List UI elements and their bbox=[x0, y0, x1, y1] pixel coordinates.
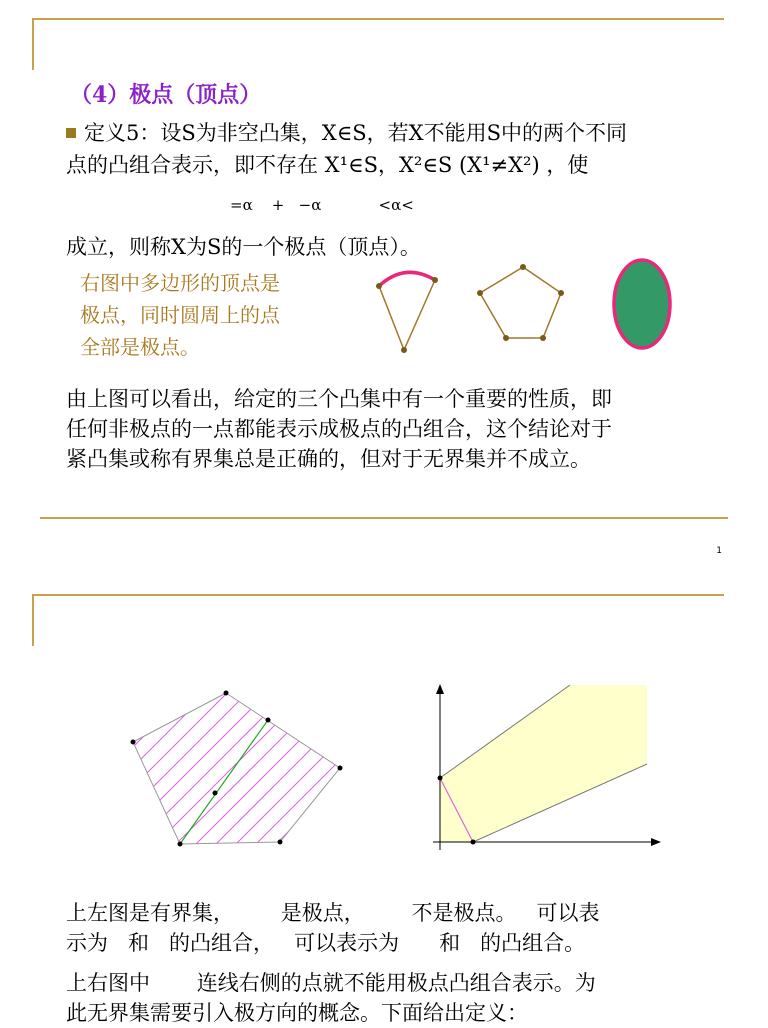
slide2-text-line-4: 此无界集需要引入极方向的概念。下面给出定义： bbox=[66, 1001, 528, 1025]
unbounded-set-figure bbox=[425, 680, 665, 860]
definition-line-1 bbox=[66, 118, 627, 148]
paragraph-line-2: 任何非极点的一点都能表示成极点的凸组合，这个结论对于 bbox=[66, 417, 612, 441]
bounded-set-figure bbox=[120, 680, 360, 860]
hatch-pattern bbox=[120, 680, 360, 860]
slide1-shapes bbox=[360, 250, 690, 370]
slide1-heading: （4）极点（顶点） bbox=[70, 82, 262, 108]
slide2-text-line-1: 上左图是有界集， 是极点， 不是极点。 可以表 bbox=[66, 901, 600, 925]
slide2-text-line-2: 示为 和 的凸组合， 可以表示为 和 的凸组合。 bbox=[66, 931, 586, 955]
definition-line-2: 点的凸组合表示，即不存在 X¹∈S，X²∈S (X¹≠X²) ，使 bbox=[66, 153, 589, 177]
slide1-top-rule bbox=[32, 18, 724, 20]
bullet-square-icon bbox=[66, 128, 76, 138]
pentagon-shape bbox=[477, 264, 564, 341]
note-line-2: 极点，同时圆周上的点 bbox=[80, 303, 280, 327]
note-line-3: 全部是极点。 bbox=[80, 335, 200, 359]
note-line-1: 右图中多边形的顶点是 bbox=[80, 271, 280, 295]
paragraph-line-1: 由上图可以看出，给定的三个凸集中有一个重要的性质，即 bbox=[66, 387, 612, 411]
convex-combination-formula: =α + −α <α< bbox=[230, 196, 414, 214]
paragraph-line-3: 紧凸集或称有界集总是正确的，但对于无界集并不成立。 bbox=[66, 447, 591, 471]
slide2-top-rule bbox=[32, 594, 724, 596]
slide2-left-rule bbox=[32, 594, 34, 646]
definition-text-1: 定义5：设S为非空凸集，X∈S，若X不能用S中的两个不同 bbox=[84, 121, 627, 145]
page-number: 1 bbox=[716, 546, 722, 556]
definition-conclusion: 成立，则称X为S的一个极点（顶点）。 bbox=[66, 235, 421, 259]
ellipse-shape bbox=[614, 260, 670, 348]
slide2-text-line-3: 上右图中 连线右侧的点就不能用极点凸组合表示。为 bbox=[66, 971, 596, 995]
sector-shape bbox=[376, 272, 438, 353]
slide1-left-rule bbox=[32, 18, 34, 70]
slide1-bottom-rule bbox=[40, 517, 728, 519]
